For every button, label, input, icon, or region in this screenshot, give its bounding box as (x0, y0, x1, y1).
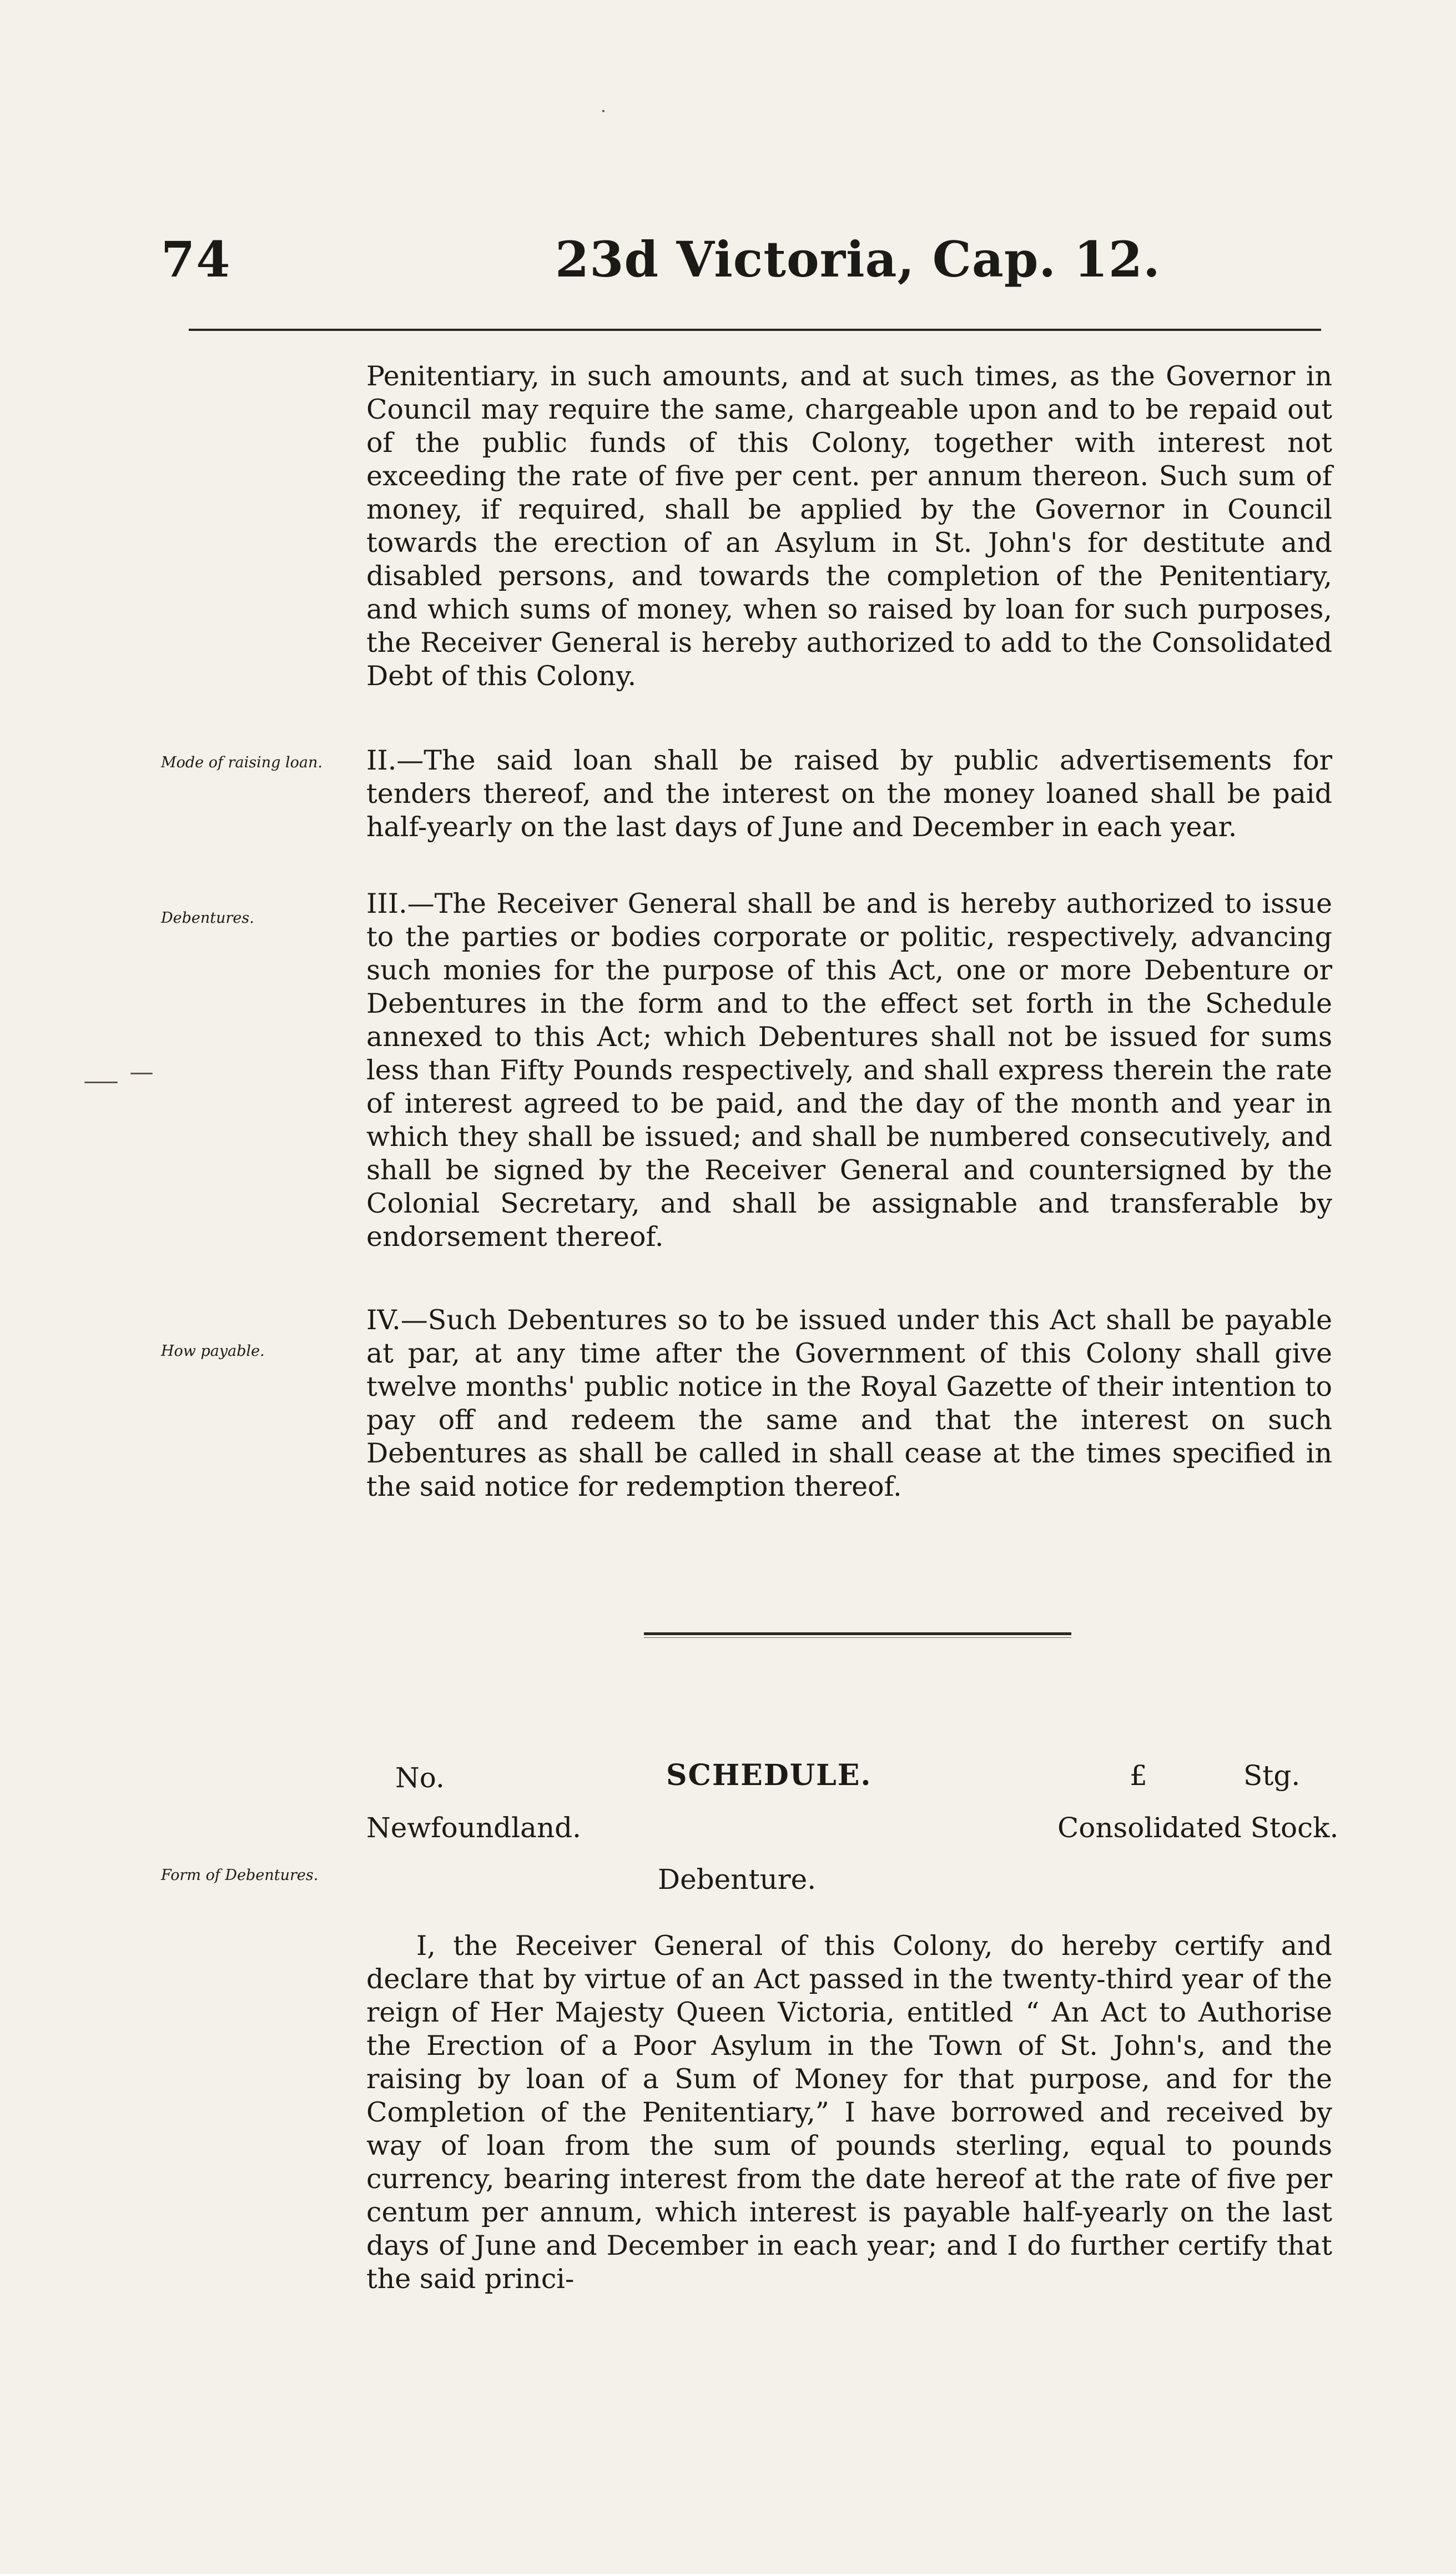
section-divider (644, 1632, 1071, 1635)
schedule-title: SCHEDULE. (666, 1758, 872, 1792)
section-4-text: Such Debentures so to be issued under this Act shall be payable at par, at any time after the Government of this Colony shall give twelve months' public notice in the Royal Gazette of their intention to pay off and redeem the same and that the interest on such Debentures as shall be called in shall cease at the times specified in the said notice for redemption thereof. (366, 1304, 1332, 1502)
section-divider-underline (644, 1637, 1071, 1638)
section-3-paragraph (366, 887, 1332, 1254)
schedule-stg-label: Stg. (1243, 1759, 1301, 1792)
header-rule (189, 329, 1321, 331)
section-2-text: The said loan shall be raised by public advertisements for tenders thereof, and the interest on the money loaned shall be paid half-yearly on the last days of June and December in each year. (366, 745, 1332, 843)
ink-mark (130, 1073, 153, 1074)
section-2-number: II.— (366, 745, 424, 776)
section-4-number: IV.— (366, 1304, 428, 1336)
ink-speck (602, 110, 604, 112)
debenture-declaration: I, the Receiver General of this Colony, do hereby certify and declare that by virtue of an Act passed in the twenty-third year of the reign of Her Majesty Queen Victoria, entitled “ An Act to Authorise the Erection of a Poor Asylum in the Town of St. John's, and the raising by loan of a Sum of Money for that purpose, and for the Completion of the Penitentiary,” I have borrowed and received by way of loan from the sum of pounds sterling, equal to pounds currency, bearing interest from the date hereof at the rate of five per centum per annum, which interest is payable half-yearly on the last days of June and December in each year; and I do further certify that the said princi- (366, 1930, 1332, 2295)
section-2-paragraph (366, 744, 1332, 844)
side-note-mode-of-raising-loan: Mode of raising loan. (161, 754, 323, 771)
side-note-form-of-debentures: Form of Debentures. (161, 1867, 319, 1884)
schedule-stock-label: Consolidated Stock. (1057, 1812, 1339, 1844)
intro-paragraph: Penitentiary, in such amounts, and at such times, as the Governor in Council may require the same, chargeable upon and to be repaid out of the public funds of this Colony, together with interest not exceeding the rate of five per cent. per annum thereon. Such sum of money, if required, shall be applied by the Governor in Council towards the erection of an Asylum in St. John's for destitute and disabled persons, and towards the completion of the Penitentiary, and which sums of money, when so raised by loan for such purposes, the Receiver General is hereby authorized to add to the Consolidated Debt of this Colony. (366, 360, 1332, 692)
ink-mark (84, 1082, 118, 1083)
section-4-paragraph (366, 1304, 1332, 1504)
schedule-no-label: No. (395, 1762, 445, 1794)
schedule-pound-sign: £ (1130, 1759, 1147, 1792)
section-3-text: The Receiver General shall be and is hereby authorized to issue to the parties or bodies corporate or politic, respectively, advancing such monies for the purpose of this Act, one or more Debenture or Debentures in the form and to the effect set forth in the Schedule annexed to this Act; which Debentures shall not be issued for sums less than Fifty Pounds respectively, and shall express therein the rate of interest agreed to be paid, and the day of the month and year in which they shall be issued; and shall be numbered consecutively, and shall be signed by the Receiver General and countersigned by the Colonial Secretary, and shall be assignable and transferable by endorsement thereof. (366, 888, 1332, 1253)
running-title: 23d Victoria, Cap. 12. (555, 230, 1161, 288)
side-note-debentures: Debentures. (161, 909, 254, 927)
section-3-number: III.— (366, 888, 435, 919)
side-note-how-payable: How payable. (161, 1343, 265, 1360)
schedule-place: Newfoundland. (366, 1812, 582, 1844)
page-number: 74 (161, 230, 231, 288)
schedule-debenture-heading: Debenture. (658, 1863, 817, 1896)
